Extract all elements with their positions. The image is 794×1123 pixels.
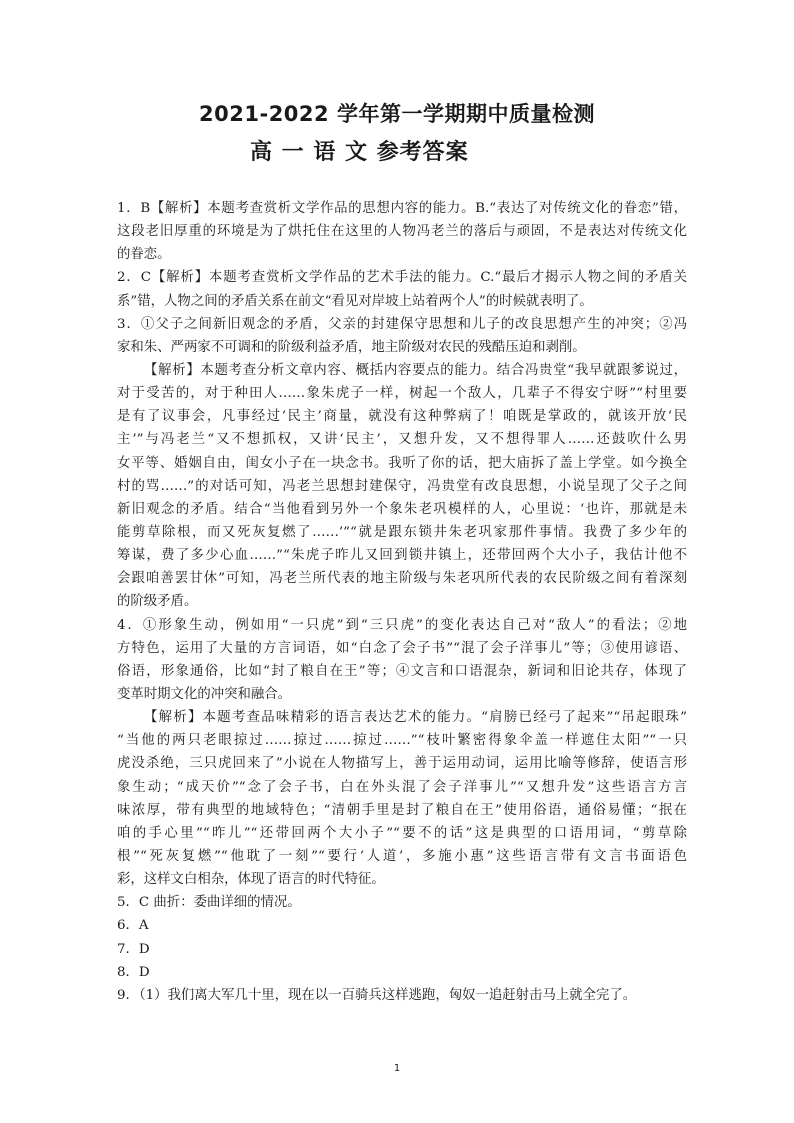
text-line: 味浓厚，带有典型的地域特色；“清朝手里是封了粮自在王”使用俗语，通俗易懂；“抿在 [117,802,687,818]
text-line: 俗语，形象通俗，比如“封了粮自在王”等；④文言和口语混杂，新词和旧论共存，体现了 [117,663,687,679]
text-line: 5．C 曲折：委曲详细的情况。 [117,895,301,911]
text-line: 1．B【解析】本题考查赏析文学作品的思想内容的能力。B.“表达了对传统文化的眷恋”错， [117,201,687,216]
text-line: 对于受苦的，对于种田人……象朱虎子一样，树起一个敌人，几辈子不得安宁呀”“村里要 [117,386,687,402]
text-line: 8．D [117,964,150,980]
text-line: 新旧观念的矛盾。结合“当他看到另外一个象朱老巩模样的人，心里说：‘也许，那就是未 [117,501,687,517]
text-line: 根”“死灰复燃”“他耽了一刻”“要行‘人道’，多施小惠”这些语言带有文言书面语色 [117,848,687,864]
text-line: 筹谋，费了多少心血……”“朱虎子昨儿又回到锁井镇上，还带回两个大小子，我估计他不 [117,548,687,564]
text-line: 象生动；“成天价”“念了会子书，白在外头混了会子洋事儿”“又想升发”这些语言方言 [117,779,687,795]
text-line: 虎没杀绝，三只虎回来了”小说在人物描写上，善于运用动词，运用比喻等修辞，使语言形 [117,756,687,772]
text-line: 4．①形象生动，例如用“一只虎”到“三只虎”的变化表达自己对“敌人”的看法；②地 [117,617,687,633]
document-subtitle: 高 一 语 文 参考答案 [250,140,469,165]
text-line: 咱的手心里”“昨儿”“还带回两个大小子”“要不的话”这是典型的口语用词，“剪草除 [117,825,687,841]
text-line: 这段老旧厚重的环境是为了烘托住在这里的人物冯老兰的落后与顽固，不是表达对传统文化 [117,224,687,240]
text-line: 变革时期文化的冲突和融合。 [117,686,292,702]
page-number: 1 [393,1063,401,1074]
text-line: 女平等、婚姻自由，闺女小子在一块念书。我听了你的话，把大庙拆了盖上学堂。如今换全 [117,455,687,471]
text-line: 7．D [117,941,150,957]
text-line: 主’”与冯老兰“又不想抓权，又讲‘民主’，又想升发，又不想得罪人……还鼓吹什么男 [117,432,687,448]
text-line: 系”错，人物之间的矛盾关系在前文“看见对岸坡上站着两个人”的时候就表明了。 [117,293,593,309]
text-line: 村的骂……”的对话可知，冯老兰思想封建保守，冯贵堂有改良思想，小说呈现了父子之间 [117,478,687,494]
text-line: 6．A [117,918,149,934]
text-line: 3．①父子之间新旧观念的矛盾，父亲的封建保守思想和儿子的改良思想产生的冲突；②冯 [117,316,687,332]
text-line: 会跟咱善罢甘休”可知，冯老兰所代表的地主阶级与朱老巩所代表的农民阶级之间有着深刻 [117,571,687,587]
text-line: 家和朱、严两家不可调和的阶级利益矛盾，地主阶级对农民的残酷压迫和剥削。 [117,339,586,355]
answer-body [117,197,687,1007]
text-line: 是有了议事会，凡事经过‘民主’商量，就没有这种弊病了！咱既是掌政的，就该开放‘民 [117,409,687,425]
text-line: 【解析】本题考查品味精彩的语言表达艺术的能力。“肩膀已经弓了起来”“吊起眼珠” [144,710,687,726]
text-line: 方特色，运用了大量的方言词语，如“白念了会子书”“混了会子洋事儿”等；③使用谚语、 [117,640,687,656]
text-line: 2．C【解析】本题考查赏析文学作品的艺术手法的能力。C.“最后才揭示人物之间的矛盾关 [117,270,687,286]
text-line: 9．（1）我们离大军几十里，现在以一百骑兵这样逃跑，匈奴一追赶射击马上就全完了。 [117,987,637,1003]
text-line: 的阶级矛盾。 [117,594,198,610]
text-line: 【解析】本题考查分析文章内容、概括内容要点的能力。结合冯贵堂“我早就跟爹说过， [144,362,687,378]
document-title: 2021-2022 学年第一学期期中质量检测 [199,102,595,126]
text-line: “当他的两只老眼掠过……掠过……掠过……”“枝叶繁密得象伞盖一样遮住太阳”“一只 [117,733,687,749]
text-line: 彩，这样文白相杂，体现了语言的时代特征。 [117,872,385,888]
text-line: 的眷恋。 [117,247,171,263]
text-line: 能剪草除根，而又死灰复燃了……’”“就是跟东锁井朱老巩家那件事情。我费了多少年的 [117,524,687,540]
